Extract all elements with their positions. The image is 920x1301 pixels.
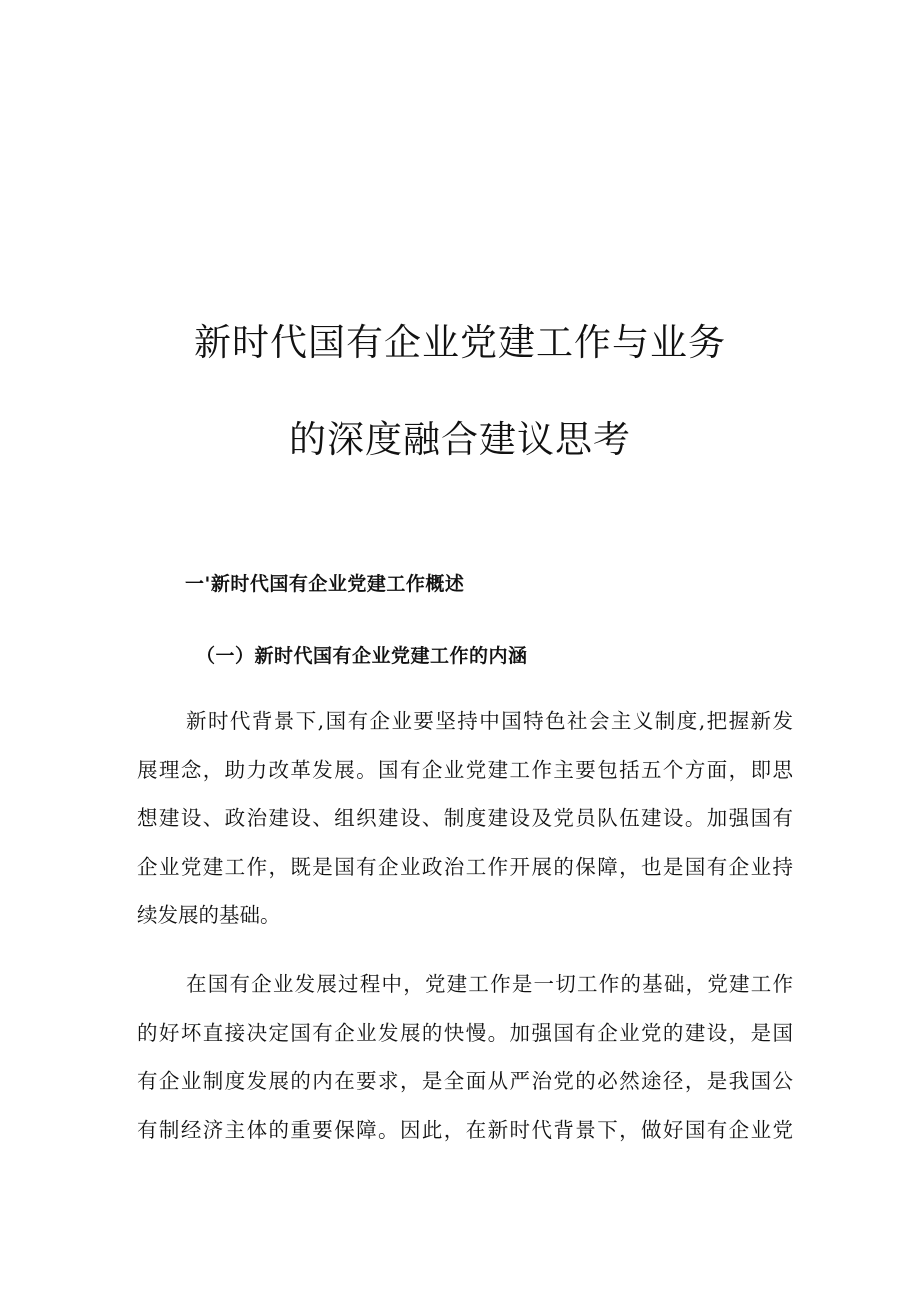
section-heading-1: 一'新时代国有企业党建工作概述 <box>185 573 465 595</box>
paragraph-line: 续发展的基础。 <box>137 903 281 927</box>
subsection-heading-1: （一）新时代国有企业党建工作的内涵 <box>196 645 528 667</box>
paragraph-line: 有制经济主体的重要保障。因此，在新时代背景下，做好国有企业党 <box>137 1117 793 1142</box>
paragraph-line: 的好坏直接决定国有企业发展的快慢。加强国有企业党的建设，是国 <box>137 1020 793 1045</box>
document-title-line-1: 新时代国有企业党建工作与业务 <box>194 321 726 364</box>
paragraph-line: 企业党建工作，既是国有企业政治工作开展的保障，也是国有企业持 <box>137 854 793 879</box>
paragraph-line: 新时代背景下,国有企业要坚持中国特色社会主义制度,把握新发 <box>186 709 793 733</box>
paragraph-line: 展理念，助力改革发展。国有企业党建工作主要包括五个方面，即思 <box>137 757 793 782</box>
paragraph-line: 想建设、政治建设、组织建设、制度建设及党员队伍建设。加强国有 <box>137 806 793 830</box>
paragraph-line: 有企业制度发展的内在要求，是全面从严治党的必然途径，是我国公 <box>137 1069 793 1093</box>
document-title-line-2: 的深度融合建议思考 <box>289 418 631 461</box>
paragraph-2 <box>137 960 793 1154</box>
paragraph-1 <box>137 697 793 940</box>
paragraph-line: 在国有企业发展过程中，党建工作是一切工作的基础，党建工作 <box>186 972 793 996</box>
